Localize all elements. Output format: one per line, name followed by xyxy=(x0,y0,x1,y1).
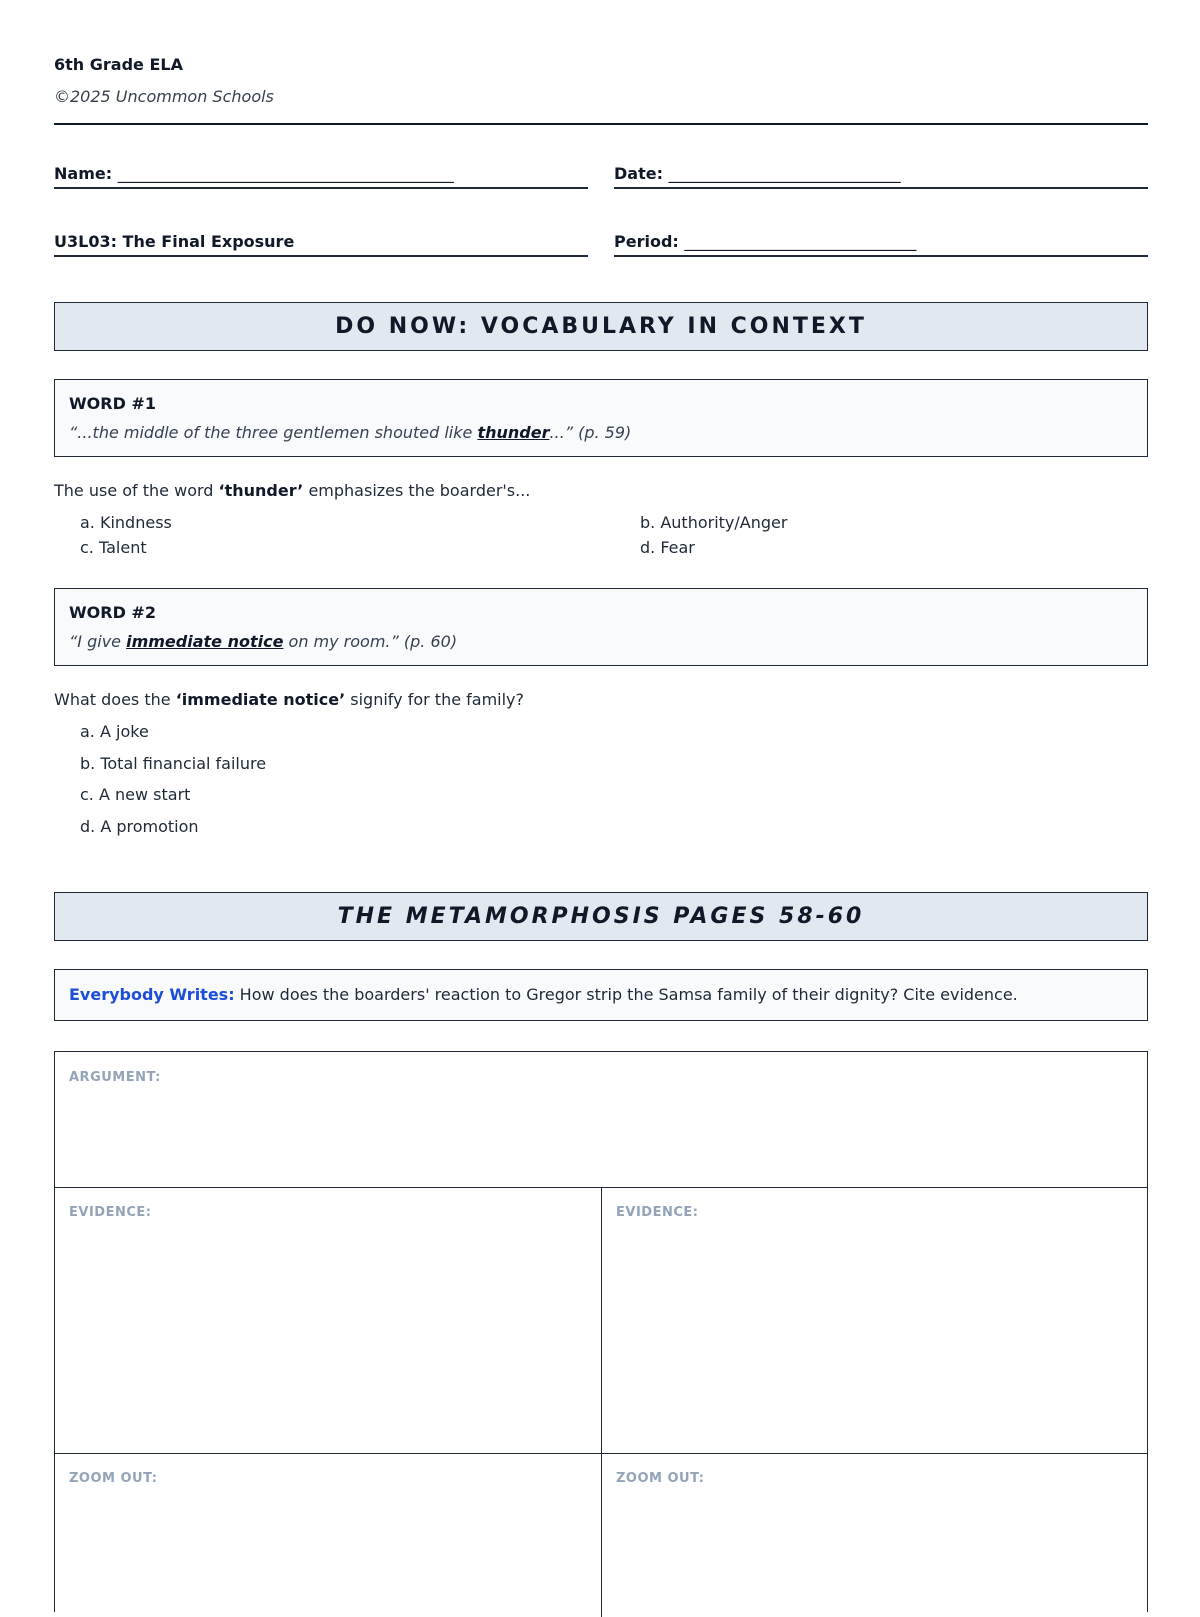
word2-question-start: What does the xyxy=(54,690,176,709)
word2-option-b[interactable]: b. Total financial failure xyxy=(80,754,267,773)
name-blank[interactable]: __________________________________________ xyxy=(117,164,454,183)
name-field[interactable] xyxy=(54,164,588,189)
word2-label: WORD #2 xyxy=(69,603,156,622)
organizer-center-divider xyxy=(601,1187,602,1617)
argument-organizer xyxy=(54,1051,1148,1612)
word1-option-d[interactable]: d. Fear xyxy=(640,538,695,557)
period-field[interactable] xyxy=(614,232,1148,257)
date-blank[interactable]: _____________________________ xyxy=(668,164,901,183)
name-label: Name: xyxy=(54,164,113,183)
word2-keyword: immediate notice xyxy=(126,632,284,651)
date-field[interactable] xyxy=(614,164,1148,189)
argument-label: ARGUMENT: xyxy=(69,1070,161,1085)
word1-keyword: thunder xyxy=(477,423,550,442)
word1-option-c[interactable]: c. Talent xyxy=(80,538,147,557)
everybody-writes-label: Everybody Writes: xyxy=(69,985,235,1004)
copyright-line: ©2025 Uncommon Schools xyxy=(54,87,274,106)
reading-heading: THE METAMORPHOSIS PAGES 58-60 xyxy=(54,892,1148,941)
word2-option-c[interactable]: c. A new start xyxy=(80,785,191,804)
evidence-right-label: EVIDENCE: xyxy=(616,1205,699,1220)
lesson-title: U3L03: The Final Exposure xyxy=(54,232,295,251)
word2-option-a[interactable]: a. A joke xyxy=(80,722,149,741)
course-title: 6th Grade ELA xyxy=(54,55,183,74)
organizer-divider-2 xyxy=(55,1453,1147,1454)
word1-option-a[interactable]: a. Kindness xyxy=(80,513,172,532)
word2-quote-end: on my room.” (p. 60) xyxy=(283,632,458,651)
word1-option-b[interactable]: b. Authority/Anger xyxy=(640,513,788,532)
word1-question xyxy=(54,481,530,500)
word1-box xyxy=(54,379,1148,457)
word1-question-end: emphasizes the boarder's... xyxy=(303,481,531,500)
word1-question-start: The use of the word xyxy=(54,481,219,500)
everybody-writes-text: How does the boarders' reaction to Gregor strip the Samsa family of their dignity? Cite evidence. xyxy=(234,985,1018,1004)
word1-quote xyxy=(69,423,1133,442)
date-label: Date: xyxy=(614,164,663,183)
period-blank[interactable]: _____________________________ xyxy=(684,232,917,251)
do-now-heading: DO NOW: VOCABULARY IN CONTEXT xyxy=(54,302,1148,351)
word2-option-d[interactable]: d. A promotion xyxy=(80,817,199,836)
evidence-left-label: EVIDENCE: xyxy=(69,1205,152,1220)
word2-question-keyword: ‘immediate notice’ xyxy=(175,690,346,709)
lesson-field xyxy=(54,232,588,257)
header-divider xyxy=(54,123,1148,125)
word2-question xyxy=(54,690,524,709)
period-label: Period: xyxy=(614,232,679,251)
word2-box xyxy=(54,588,1148,666)
word1-quote-start: “...the middle of the three gentlemen shouted like xyxy=(69,423,478,442)
word1-label: WORD #1 xyxy=(69,394,156,413)
word1-question-keyword: ‘thunder’ xyxy=(218,481,304,500)
word2-quote-start: “I give xyxy=(69,632,127,651)
word1-quote-end: ...” (p. 59) xyxy=(549,423,632,442)
zoom-out-left-label: ZOOM OUT: xyxy=(69,1471,158,1486)
word2-question-end: signify for the family? xyxy=(345,690,525,709)
zoom-out-right-label: ZOOM OUT: xyxy=(616,1471,705,1486)
everybody-writes-prompt xyxy=(54,969,1148,1021)
word2-quote xyxy=(69,632,1133,651)
